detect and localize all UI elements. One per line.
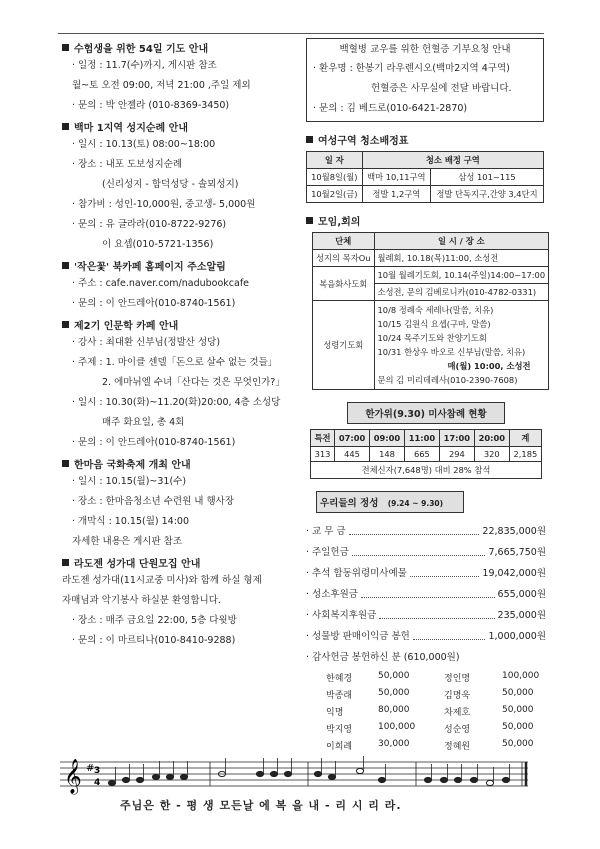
donor-name: 정혜원 [444,742,471,752]
contact-line: · 문의 : 이 마르티나(010-8410-9288) [72,635,236,646]
table-header: 09:00 [370,430,405,447]
table-cell: 313 [311,447,335,462]
table-header: 단체 [313,233,375,250]
mass-attendance [306,402,546,479]
music-note [440,777,447,782]
offering-amount: 655,000원 [497,589,546,600]
route-line: (신리성지 - 합덕성당 - 솔뫼성지) [102,179,239,190]
donor-name: 차제호 [444,708,471,718]
music-note [108,780,115,785]
section-title: 제2기 인문학 카페 안내 [74,321,179,332]
table-row: 성지의 목자Ou 월례회, 10.18(목)11:00, 소성전 [313,250,549,267]
offering-row [306,525,546,538]
box-title: 백혈병 교우를 위한 헌혈증 기부요청 안내 [339,44,511,55]
section-pilgrimage [62,119,302,251]
square-bullet-icon [62,460,69,467]
section-title: 여성구역 청소배정표 [318,136,409,147]
contact-line: · 문의 : 이 안드레아(010-8740-1561) [72,298,236,309]
description-line-2: 자매님과 악기봉사 하실분 환영합니다. [62,595,221,606]
music-note [356,768,363,773]
address-line: · 주소 : cafe.naver.com/nadubookcafe [72,278,250,289]
donor-name: 이희례 [326,742,353,752]
svg-text:3: 3 [94,766,101,776]
music-note [256,771,263,776]
contact-line: · 문의 : 김 베드로(010-6421-2870) [313,103,468,114]
offering-row [306,588,546,601]
offering-amount: 19,042,000원 [482,568,546,579]
table-row: 성령기도회 10/8 정례숙 세레나(말씀, 치유) 10/15 김원식 요셉(구마, 말씀) 10/24 목주기도와 찬양기도회 10/31 한상우 바오로 신부님(말씀, 치유) 매(월) 10:00, 소성전 문의 김 미리데레사(010-2390-7608) [313,301,549,390]
donor-name: 익명 [326,708,344,718]
dot-leader [410,576,480,577]
svg-text:4: 4 [94,778,101,788]
offering-row [306,567,546,580]
treble-clef-icon: 𝄞 [64,759,82,794]
donor-name: 정인명 [444,674,471,684]
topic-line: · 주제 : 1. 마이클 센델「돈으로 살수 없는 것들」 [72,357,278,368]
square-bullet-icon [62,321,69,328]
offering-label: · 성소후원금 [306,589,358,600]
music-note [314,771,321,776]
offerings [306,491,546,752]
lyrics: 주님은 한 - 평 생 모든날 에 복 을 내 - 리 시 리 라. [120,799,402,812]
description-line: 라도젠 성가대(11시교중 미사)와 함께 하실 형제 [62,575,262,586]
offering-label: · 교 무 금 [306,526,346,537]
music-note [502,777,509,782]
donor-amount: 100,000 [502,671,540,681]
section-title: '작은꽃' 북카페 홈페이지 주소알림 [74,262,226,273]
date-line: · 일시 : 10.15(월)~31(수) [72,476,187,487]
date-line: · 일시 : 10.30(화)~11.20(화)20:00, 4층 소성당 [72,397,281,408]
left-column [62,38,302,654]
section-humanities-cafe [62,317,302,449]
blood-donation-box [306,38,544,122]
music-note [122,777,129,782]
section-title: 모임,회의 [318,217,361,228]
cleaning-table [306,151,544,203]
music-note [378,777,385,782]
table-row [311,447,542,462]
section-bookcafe [62,258,302,310]
table-cell: 294 [439,447,474,462]
music-note [454,777,461,782]
note-line: 자세한 내용은 게시판 참조 [72,536,183,547]
music-note [328,774,335,779]
offering-label: · 사회복지후원금 [306,610,377,621]
section-meetings [306,213,546,390]
table-row: 10월2일(금) 정발 1,2구역 정발 단독지구,간양 3,4단지 [307,186,544,203]
section-chrysanthemum [62,456,302,548]
donors-grid [306,671,546,752]
donor-amount: 50,000 [378,688,410,698]
table-header: 계 [509,430,541,447]
donor-name: 박종래 [326,691,353,701]
music-note [470,777,477,782]
note-line: 헌혈증은 사무실에 전달 바랍니다. [371,83,512,94]
section-title: 라도젠 성가대 단원모집 안내 [74,559,201,570]
place-line: · 장소 : 한마음청소년 수련원 내 행사장 [72,496,234,507]
square-bullet-icon [62,44,69,51]
section-title: 수험생을 위한 54일 기도 안내 [74,44,209,55]
contact-line: · 문의 : 박 안젤라 (010-8369-3450) [72,100,230,111]
square-bullet-icon [306,217,313,224]
section-title: 한마음 국화축제 개최 안내 [74,460,191,471]
mass-total: 전체신자(7,648명) 대비 28% 참석 [311,462,542,479]
mass-table [310,429,542,479]
fee-line: · 참가비 : 성인-10,000원, 중고생- 5,000원 [72,199,256,210]
table-header: 11:00 [404,430,439,447]
donor-amount: 50,000 [502,705,534,715]
music-note [152,774,159,779]
table-header: 일 시 / 장 소 [374,233,549,250]
offering-row [306,609,546,622]
top-rule [58,33,544,34]
donor-name: 박지영 [326,725,353,735]
donor-amount: 50,000 [502,688,534,698]
place-line: · 장소 : 내포 도보성지순례 [72,159,183,170]
table-row: 복음화사도회 10월 월례기도회, 10.14(주일)14:00~17:00 [313,267,549,284]
square-bullet-icon [306,136,313,143]
donor-amount: 50,000 [378,671,410,681]
date-line: · 일시 : 10.13(토) 08:00~18:00 [72,139,216,150]
offering-amount: 7,665,750원 [488,547,546,558]
donor-amount: 100,000 [378,722,416,732]
offering-amount: 22,835,000원 [482,526,546,537]
mass-banner: 한가위(9.30) 미사참례 현황 [347,402,505,424]
dot-leader [413,639,486,640]
offering-label: · 추석 합동위령미사예물 [306,568,407,579]
offering-amount: 235,000원 [497,610,546,621]
table-cell: 445 [335,447,370,462]
offering-label: · 주일헌금 [306,547,349,558]
contact-line-2: 이 요셉(010-5721-1356) [102,239,214,250]
dot-leader [361,597,495,598]
donor-name: 성순영 [444,725,471,735]
topic-line-2: 2. 에마뉘엘 수녀「산다는 것은 무엇인가?」 [102,377,285,388]
music-note [166,774,173,779]
donor-amount: 50,000 [502,722,534,732]
donor-amount: 50,000 [502,739,534,749]
music-note [284,771,291,776]
table-header: 일 자 [307,152,363,169]
section-choir [62,555,302,647]
music-note [486,780,493,785]
meetings-table [312,232,549,390]
square-bullet-icon [62,123,69,130]
lecturer-line: · 강사 : 최대환 신부님(정발산 성당) [72,337,221,348]
right-column [306,38,546,752]
square-bullet-icon [62,559,69,566]
table-cell: 148 [370,447,405,462]
place-line: · 장소 : 매주 금요일 22:00, 5층 다윗방 [72,615,237,626]
table-header: 청소 배정 구역 [362,152,543,169]
donors-title: · 감사헌금 봉헌하신 분 (610,000원) [306,652,460,663]
table-row: 소성전, 문의 김베로니카(010-4782-0331) [313,284,549,301]
offerings-list [306,525,546,643]
section-cleaning [306,132,546,203]
music-note [424,777,431,782]
table-header: 20:00 [474,430,509,447]
table-header: 17:00 [439,430,474,447]
svg-text:#: # [86,763,95,774]
contact-line: · 문의 : 유 글라라(010-8722-9276) [72,219,227,230]
offerings-banner: 우리들의 정성 (9.24 ~ 9.30) [316,491,464,513]
table-cell: 320 [474,447,509,462]
frequency-line: 매주 화요일, 총 4회 [102,417,185,428]
section-exam-prayer [62,40,302,112]
donor-name: 김명욱 [444,691,471,701]
offering-label: · 성물방 판매이익금 봉헌 [306,631,410,642]
table-row: 10월8일(월) 백마 10,11구역 삼성 101~115 [307,169,544,186]
square-bullet-icon [62,262,69,269]
donor-amount: 30,000 [378,739,410,749]
music-note [270,771,277,776]
dot-leader [352,555,486,556]
music-note [180,774,187,779]
table-header: 07:00 [335,430,370,447]
donor-amount: 80,000 [378,705,410,715]
donor-name: 한혜경 [326,674,353,684]
dot-leader [379,618,494,619]
offering-amount: 1,000,000원 [488,631,546,642]
schedule-line: · 일정 : 11.7(수)까지, 게시판 참조 [72,60,217,71]
table-cell: 665 [404,447,439,462]
offering-row [306,546,546,559]
dot-leader [349,534,480,535]
time-line: 월~토 오전 09:00, 저녁 21:00 ,주일 제외 [72,80,251,91]
contact-line: · 문의 : 이 안드레아(010-8740-1561) [72,437,236,448]
table-header: 특전 [311,430,335,447]
section-title: 백마 1지역 성지순례 안내 [74,123,189,134]
patient-line: · 환우명 : 한봉기 라우렌시오(백마2지역 4구역) [313,63,510,74]
table-cell: 2,185 [509,447,541,462]
table-header-row [311,430,542,447]
music-note [136,777,143,782]
opening-line: · 개막식 : 10.15(월) 14:00 [72,516,189,527]
offering-row [306,630,546,643]
